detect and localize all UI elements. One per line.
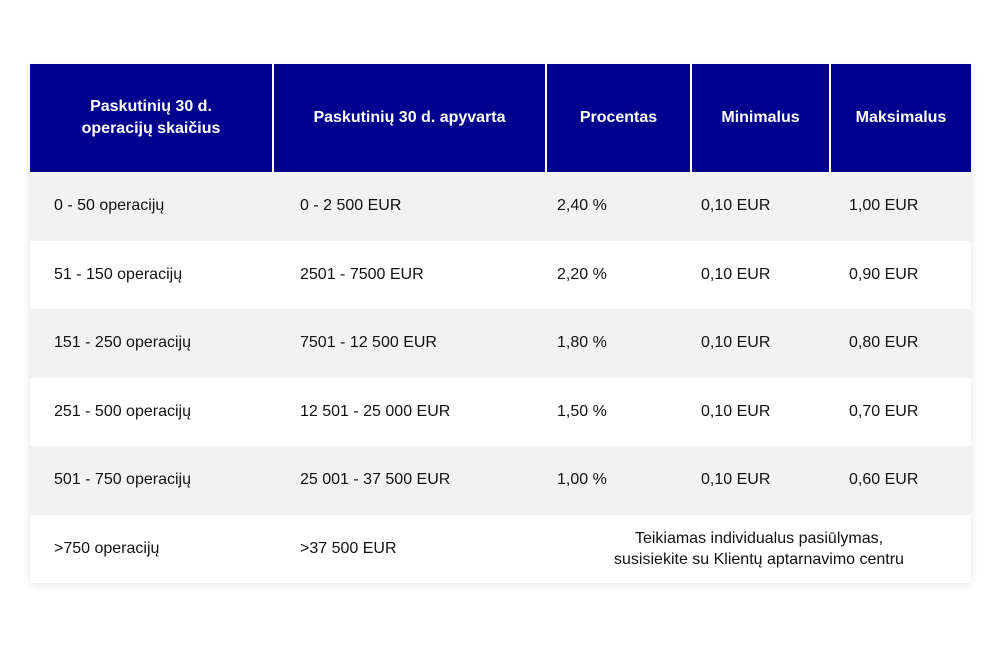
cell-maximum: 1,00 EUR <box>849 197 919 215</box>
cell-maximum: 0,70 EUR <box>849 402 919 420</box>
individual-offer-line1: Teikiamas individualus pasiūlymas, <box>634 529 884 547</box>
individual-offer-note <box>547 528 971 570</box>
cell-percent: 2,20 % <box>557 265 607 283</box>
cell-turnover: 25 001 - 37 500 EUR <box>300 471 451 489</box>
cell-maximum: 0,60 EUR <box>849 471 919 489</box>
cell-turnover: 7501 - 12 500 EUR <box>300 334 437 352</box>
header-operations-count <box>30 64 274 172</box>
header-operations-count-line2: operacijų skaičius <box>81 120 221 137</box>
header-turnover: Paskutinių 30 d. apyvarta <box>274 64 547 172</box>
cell-turnover: 2501 - 7500 EUR <box>300 265 424 283</box>
cell-percent: 1,80 % <box>557 334 607 352</box>
cell-turnover: 12 501 - 25 000 EUR <box>300 402 451 420</box>
cell-turnover: >37 500 EUR <box>300 539 397 557</box>
table-row-last <box>30 515 971 584</box>
table-row <box>30 172 971 241</box>
cell-operations-count: 251 - 500 operacijų <box>54 402 191 420</box>
cell-operations-count: 51 - 150 operacijų <box>54 265 183 283</box>
table-row <box>30 241 971 310</box>
cell-percent: 2,40 % <box>557 197 607 215</box>
cell-percent: 1,00 % <box>557 471 607 489</box>
individual-offer-line2: susisiekite su Klientų aptarnavimo centru <box>614 550 904 568</box>
cell-minimum: 0,10 EUR <box>701 197 771 215</box>
table-header <box>30 64 971 172</box>
cell-operations-count: 151 - 250 operacijų <box>54 334 191 352</box>
cell-minimum: 0,10 EUR <box>701 265 771 283</box>
header-maximum: Maksimalus <box>855 109 947 126</box>
cell-minimum: 0,10 EUR <box>701 402 771 420</box>
cell-operations-count: >750 operacijų <box>54 539 160 557</box>
header-percent: Procentas <box>547 64 692 172</box>
cell-percent: 1,50 % <box>557 402 607 420</box>
cell-operations-count: 0 - 50 operacijų <box>54 197 165 215</box>
table-row <box>30 446 971 515</box>
cell-operations-count: 501 - 750 operacijų <box>54 471 191 489</box>
table-row <box>30 378 971 447</box>
cell-maximum: 0,90 EUR <box>849 265 919 283</box>
header-minimum: Minimalus <box>692 64 831 172</box>
cell-turnover: 0 - 2 500 EUR <box>300 197 402 215</box>
header-operations-count-line1: Paskutinių 30 d. <box>90 98 212 115</box>
table-row <box>30 309 971 378</box>
pricing-table <box>30 64 971 583</box>
table-body <box>30 172 971 515</box>
cell-minimum: 0,10 EUR <box>701 471 771 489</box>
cell-maximum: 0,80 EUR <box>849 334 919 352</box>
cell-minimum: 0,10 EUR <box>701 334 771 352</box>
